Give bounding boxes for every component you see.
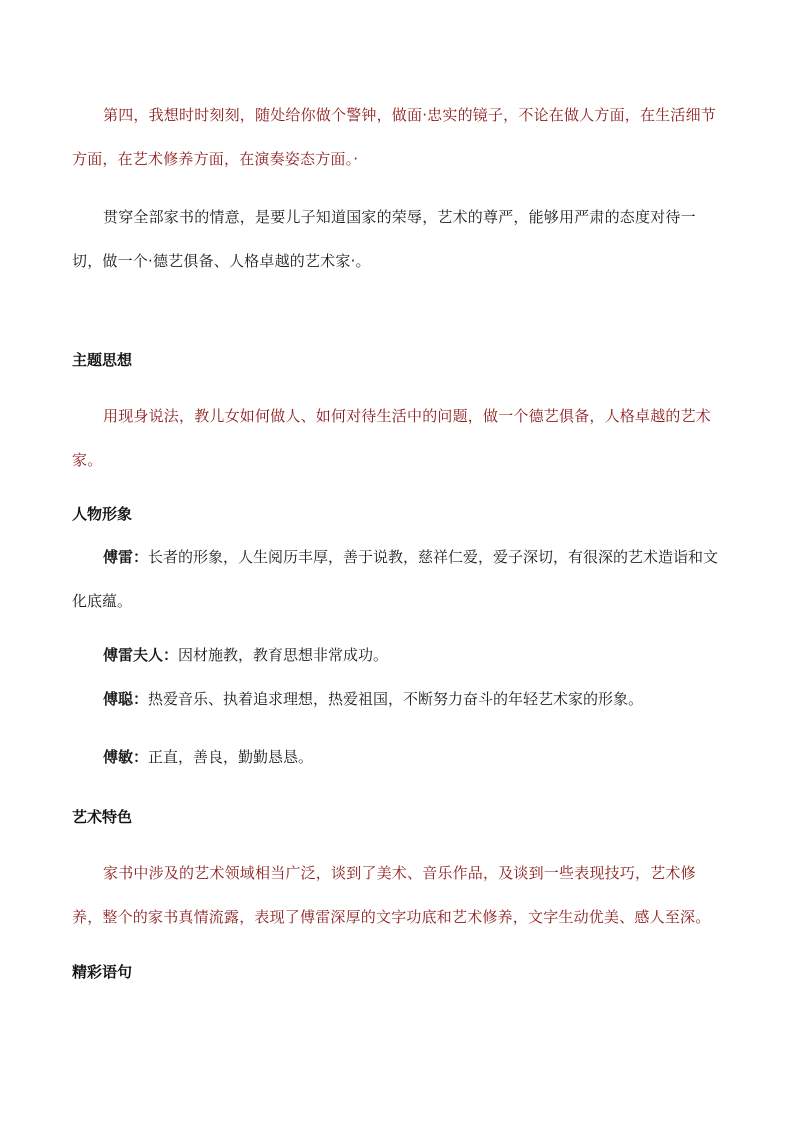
character-fu-lei-wife (72, 633, 722, 677)
heading-quotes: 精彩语句 (72, 963, 133, 981)
character-fu-min (72, 735, 722, 779)
character-desc: 热爱音乐、执着追求理想，热爱祖国，不断努力奋斗的年轻艺术家的形象。 (148, 690, 644, 708)
character-desc: 正直，善良，勤勤恳恳。 (148, 748, 314, 766)
heading-characters: 人物形象 (72, 505, 133, 523)
paragraph-fourth: 第四，我想时时刻刻，随处给你做个警钟，做面·忠实的镜子，不论在做人方面，在生活细节方面，在艺术修养方面，在演奏姿态方面。· (72, 106, 716, 168)
character-name: 傅雷夫人： (103, 646, 179, 664)
character-name: 傅雷： (103, 548, 149, 566)
heading-theme: 主题思想 (72, 351, 133, 369)
paragraph-summary: 贯穿全部家书的情意，是要儿子知道国家的荣辱，艺术的尊严，能够用严肃的态度对待一切，做一个·德艺俱备、人格卓越的艺术家·。 (72, 208, 696, 270)
character-name: 傅聪： (103, 690, 149, 708)
paragraph-art-features: 家书中涉及的艺术领域相当广泛，谈到了美术、音乐作品，及谈到一些表现技巧，艺术修养，整个的家书真情流露，表现了傅雷深厚的文字功底和艺术修养，文字生动优美、感人至深。 (72, 864, 711, 926)
character-desc: 因材施教，教育思想非常成功。 (178, 646, 389, 664)
character-desc: 长者的形象，人生阅历丰厚，善于说教，慈祥仁爱，爱子深切，有很深的艺术造诣和文化底蕴。 (72, 548, 719, 610)
character-fu-cong (72, 677, 722, 721)
paragraph-theme: 用现身说法，教儿女如何做人、如何对待生活中的问题，做一个德艺俱备，人格卓越的艺术家。 (72, 407, 712, 469)
character-fu-lei (72, 535, 722, 623)
character-name: 傅敏： (103, 748, 149, 766)
heading-art-features: 艺术特色 (72, 808, 133, 826)
